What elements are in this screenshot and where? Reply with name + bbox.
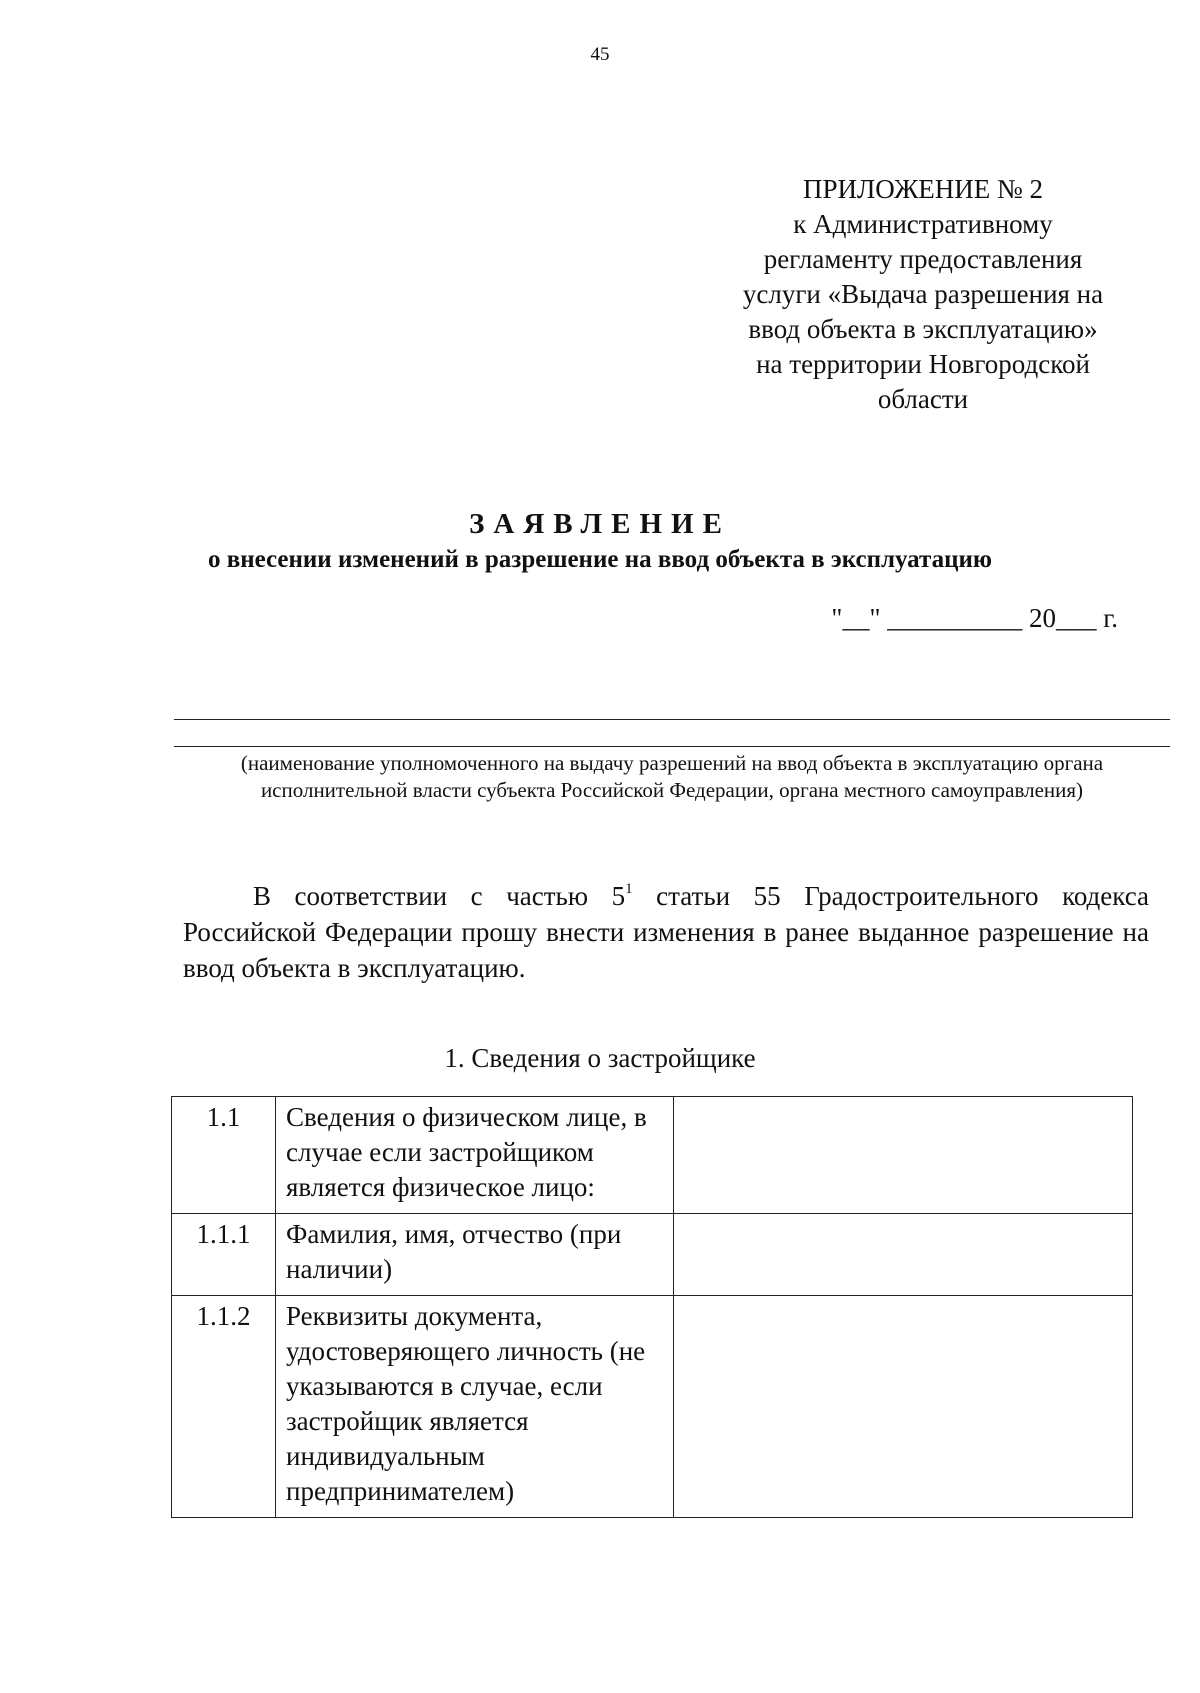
row-number: 1.1.1	[172, 1214, 276, 1296]
row-value-field[interactable]	[674, 1097, 1133, 1214]
row-label: Сведения о физическом лице, в случае если застройщиком является физическое лицо:	[276, 1097, 674, 1214]
appendix-line: ввод объекта в эксплуатацию»	[748, 314, 1098, 344]
table-row	[172, 1097, 1133, 1214]
developer-info-table	[171, 1096, 1133, 1518]
authority-name-line[interactable]	[174, 746, 1170, 747]
section-heading: 1. Сведения о застройщике	[444, 1043, 756, 1073]
row-value-field[interactable]	[674, 1296, 1133, 1518]
row-label: Реквизиты документа, удостоверяющего личность (не указываются в случае, если застройщик является индивидуальным предпринимателем)	[276, 1296, 674, 1518]
request-paragraph	[183, 878, 1149, 986]
authority-name-line[interactable]	[174, 719, 1170, 720]
document-subtitle: о внесении изменений в разрешение на ввод объекта в эксплуатацию	[207, 546, 993, 573]
appendix-line: ПРИЛОЖЕНИЕ № 2	[802, 174, 1044, 204]
row-label: Фамилия, имя, отчество (при наличии)	[276, 1214, 674, 1296]
appendix-line: области	[877, 384, 969, 414]
appendix-header	[718, 172, 1128, 417]
page-number: 45	[590, 44, 610, 65]
row-number: 1.1	[172, 1097, 276, 1214]
document-title: ЗАЯВЛЕНИЕ	[469, 508, 731, 540]
authority-caption: (наименование уполномоченного на выдачу разрешений на ввод объекта в эксплуатацию органа исполнительной власти субъекта Российской Федерации, органа местного самоуправления)	[240, 751, 1104, 802]
row-number: 1.1.2	[172, 1296, 276, 1518]
table-row	[172, 1296, 1133, 1518]
appendix-line: услуги «Выдача разрешения на	[742, 279, 1104, 309]
appendix-line: к Административному	[793, 209, 1053, 239]
row-value-field[interactable]	[674, 1214, 1133, 1296]
paragraph-text: статьи 55 Градостроительного кодекса Российской Федерации прошу внести изменения в ранее выданное разрешение на ввод объекта в эксплуатацию.	[183, 881, 1149, 983]
date-field[interactable]: "__" __________ 20___ г.	[831, 603, 1118, 633]
superscript: 1	[625, 881, 633, 897]
appendix-line: регламенту предоставления	[763, 244, 1083, 274]
paragraph-text: В соответствии с частью 5	[253, 881, 626, 911]
appendix-line: на территории Новгородской	[756, 349, 1090, 379]
table-row	[172, 1214, 1133, 1296]
